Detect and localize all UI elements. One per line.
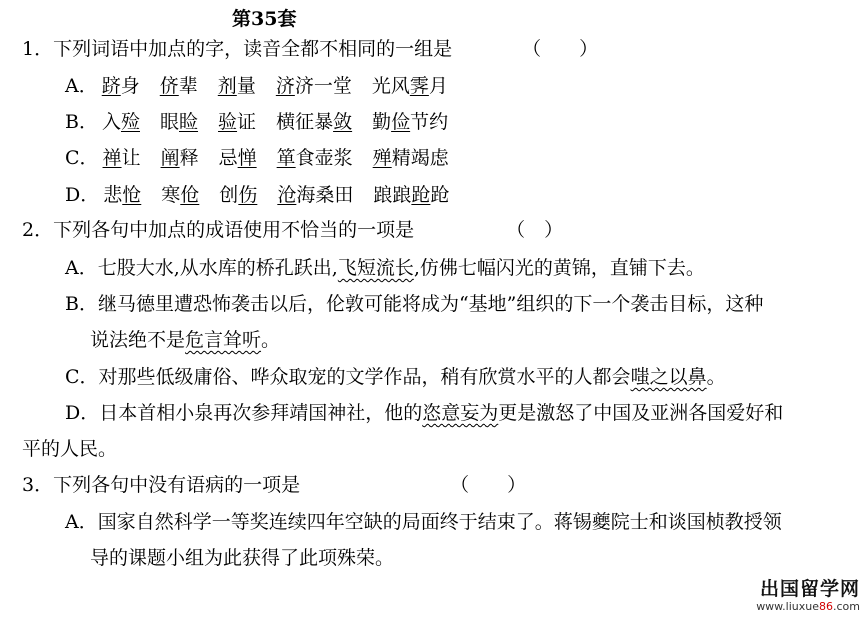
dotted-char: 阐 bbox=[160, 147, 180, 169]
dotted-idiom: 恣意妄为 bbox=[422, 402, 499, 424]
q2-option-b-line1: B．继马德里遭恐怖袭击以后，伦敦可能将成为“基地”组织的下一个袭击目标，这种 bbox=[65, 293, 764, 315]
site-watermark bbox=[756, 580, 860, 612]
dotted-char: 睑 bbox=[179, 111, 199, 133]
q1-option-row bbox=[65, 146, 449, 170]
dotted-char: 俭 bbox=[391, 111, 411, 133]
q1-word: 沧海桑田 bbox=[277, 184, 354, 206]
answer-paren: （ ） bbox=[450, 474, 527, 496]
option-letter: B． bbox=[65, 111, 98, 133]
dotted-char: 怆 bbox=[122, 184, 142, 206]
q2-option-a: A．七股大水,从水库的桥孔跃出,飞短流长,仿佛七幅闪光的黄锦，直铺下去。 bbox=[65, 257, 705, 279]
question-3-stem: 3．下列各句中没有语病的一项是 （ ） bbox=[22, 474, 527, 496]
q1-word: 忌惮 bbox=[218, 147, 257, 169]
q1-option-row bbox=[65, 74, 448, 98]
q1-word: 箪食壶浆 bbox=[276, 147, 353, 169]
dotted-char: 殓 bbox=[120, 111, 140, 133]
q1-word: 阐释 bbox=[160, 147, 199, 169]
q1-word: 殚精竭虑 bbox=[372, 147, 449, 169]
dotted-char: 伧 bbox=[180, 184, 200, 206]
question-1-stem: 1．下列词语中加点的字，读音全都不相同的一组是 （ ） bbox=[22, 38, 599, 60]
q1-word: 验证 bbox=[218, 111, 257, 133]
dotted-idiom: 嗤之以鼻 bbox=[630, 366, 707, 388]
q1-word: 入殓 bbox=[101, 111, 140, 133]
watermark-url: www.liuxue86.com bbox=[756, 600, 860, 613]
dotted-idiom: 飞短流长 bbox=[337, 257, 414, 279]
dotted-char: 济 bbox=[275, 75, 295, 97]
dotted-char: 沧 bbox=[277, 184, 297, 206]
q1-word: 禅让 bbox=[102, 147, 141, 169]
option-letter: A． bbox=[65, 75, 98, 97]
q3-option-a-line1: A．国家自然科学一等奖连续四年空缺的局面终于结束了。蒋锡夔院士和谈国桢教授领 bbox=[65, 511, 782, 533]
dotted-char: 跻 bbox=[101, 75, 121, 97]
answer-paren: （ ） bbox=[506, 219, 564, 241]
dotted-char: 侪 bbox=[159, 75, 179, 97]
q1-word: 创伤 bbox=[219, 184, 258, 206]
q2-option-c: C．对那些低级庸俗、哗众取宠的文学作品，稍有欣赏水平的人都会嗤之以鼻。 bbox=[65, 366, 726, 388]
dotted-char: 跄 bbox=[411, 184, 431, 206]
dotted-char: 敛 bbox=[333, 111, 353, 133]
option-letter: C． bbox=[65, 147, 99, 169]
q1-word: 眼睑 bbox=[160, 111, 199, 133]
q2-option-d-line2: 平的人民。 bbox=[22, 438, 118, 460]
q1-word: 剂量 bbox=[217, 75, 256, 97]
watermark-name: 出国留学网 bbox=[759, 578, 860, 600]
q2-option-b-line2: 说法绝不是危言耸听。 bbox=[90, 329, 281, 351]
dotted-idiom: 危言耸听 bbox=[185, 329, 262, 351]
answer-paren: （ ） bbox=[522, 38, 599, 60]
q1-word: 侪辈 bbox=[159, 75, 198, 97]
q1-word: 悲怆 bbox=[103, 184, 142, 206]
dotted-char: 禅 bbox=[102, 147, 122, 169]
dotted-char: 伤 bbox=[238, 184, 258, 206]
dotted-char: 霁 bbox=[409, 75, 429, 97]
q1-option-row bbox=[65, 183, 449, 207]
q1-word: 踉踉跄跄 bbox=[373, 184, 450, 206]
q1-word: 济济一堂 bbox=[275, 75, 352, 97]
q1-word: 寒伧 bbox=[161, 184, 200, 206]
option-letter: D． bbox=[65, 184, 100, 206]
dotted-char: 箪 bbox=[276, 147, 296, 169]
paper-title: 第35套 bbox=[232, 8, 297, 30]
q1-word: 横征暴敛 bbox=[276, 111, 353, 133]
dotted-char: 剂 bbox=[217, 75, 237, 97]
q1-word: 光风霁月 bbox=[371, 75, 448, 97]
dotted-char: 验 bbox=[218, 111, 238, 133]
dotted-char: 惮 bbox=[237, 147, 257, 169]
q1-word: 勤俭节约 bbox=[372, 111, 449, 133]
q1-word: 跻身 bbox=[101, 75, 140, 97]
q1-option-row bbox=[65, 110, 448, 134]
dotted-char: 殚 bbox=[372, 147, 392, 169]
q2-option-d-line1: D．日本首相小泉再次参拜靖国神社，他的恣意妄为更是激怒了中国及亚洲各国爱好和 bbox=[65, 402, 784, 424]
q3-option-a-line2: 导的课题小组为此获得了此项殊荣。 bbox=[90, 547, 395, 569]
question-2-stem: 2．下列各句中加点的成语使用不恰当的一项是 （ ） bbox=[22, 219, 564, 241]
